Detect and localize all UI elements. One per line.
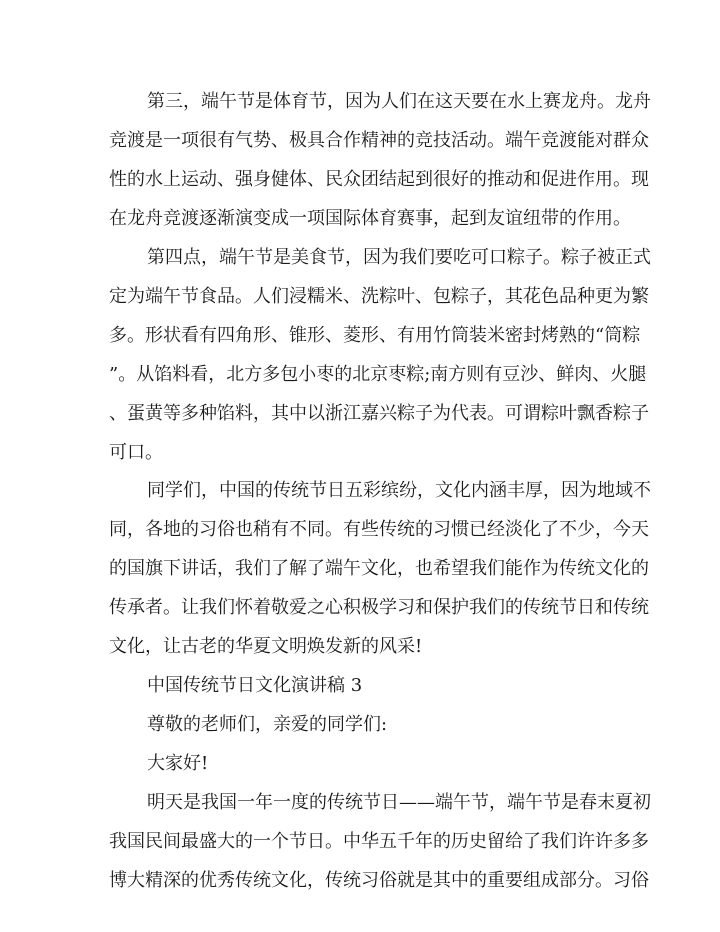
section-heading: 中国传统节日文化演讲稿 3 bbox=[147, 675, 363, 696]
paragraph-line: 传承者。让我们怀着敬爱之心积极学习和保护我们的传统节日和传统 bbox=[109, 597, 649, 618]
paragraph-line: 第四点，端午节是美食节，因为我们要吃可口粽子。粽子被正式 bbox=[147, 247, 651, 268]
paragraph-line: 定为端午节食品。人们浸糯米、洗粽叶、包粽子，其花色品种更为繁 bbox=[109, 286, 649, 307]
greeting-line: 大家好! bbox=[147, 753, 209, 774]
paragraph-line: 性的水上运动、强身健体、民众团结起到很好的推动和促进作用。现 bbox=[109, 169, 649, 190]
paragraph-line: 多。形状看有四角形、锥形、菱形、有用竹筒装米密封烤熟的“筒粽 bbox=[109, 325, 641, 346]
paragraph-line: 竞渡是一项很有气势、极具合作精神的竞技活动。端午竞渡能对群众 bbox=[109, 130, 649, 151]
paragraph-line: 、蛋黄等多种馅料，其中以浙江嘉兴粽子为代表。可谓粽叶飘香粽子 bbox=[109, 403, 649, 424]
paragraph-line: 可口。 bbox=[109, 442, 163, 463]
paragraph-line: 的国旗下讲话，我们了解了端午文化，也希望我们能作为传统文化的 bbox=[109, 558, 649, 579]
paragraph-line: ”。从馅料看，北方多包小枣的北京枣粽;南方则有豆沙、鲜肉、火腿 bbox=[109, 364, 647, 385]
paragraph-line: 同，各地的习俗也稍有不同。有些传统的习惯已经淡化了不少，今天 bbox=[109, 519, 649, 540]
paragraph-line: 同学们，中国的传统节日五彩缤纷，文化内涵丰厚，因为地域不 bbox=[147, 480, 651, 501]
paragraph-line: 在龙舟竞渡逐渐演变成一项国际体育赛事，起到友谊纽带的作用。 bbox=[109, 208, 631, 229]
salutation-line: 尊敬的老师们，亲爱的同学们: bbox=[147, 714, 388, 735]
paragraph-line: 明天是我国一年一度的传统节日——端午节，端午节是春末夏初 bbox=[147, 792, 651, 813]
paragraph-line: 文化，让古老的华夏文明焕发新的风采! bbox=[109, 636, 423, 657]
paragraph-line: 我国民间最盛大的一个节日。中华五千年的历史留给了我们许许多多 bbox=[109, 831, 649, 852]
paragraph-line: 第三，端午节是体育节，因为人们在这天要在水上赛龙舟。龙舟 bbox=[147, 91, 651, 112]
paragraph-line: 博大精深的优秀传统文化，传统习俗就是其中的重要组成部分。习俗 bbox=[109, 870, 649, 891]
